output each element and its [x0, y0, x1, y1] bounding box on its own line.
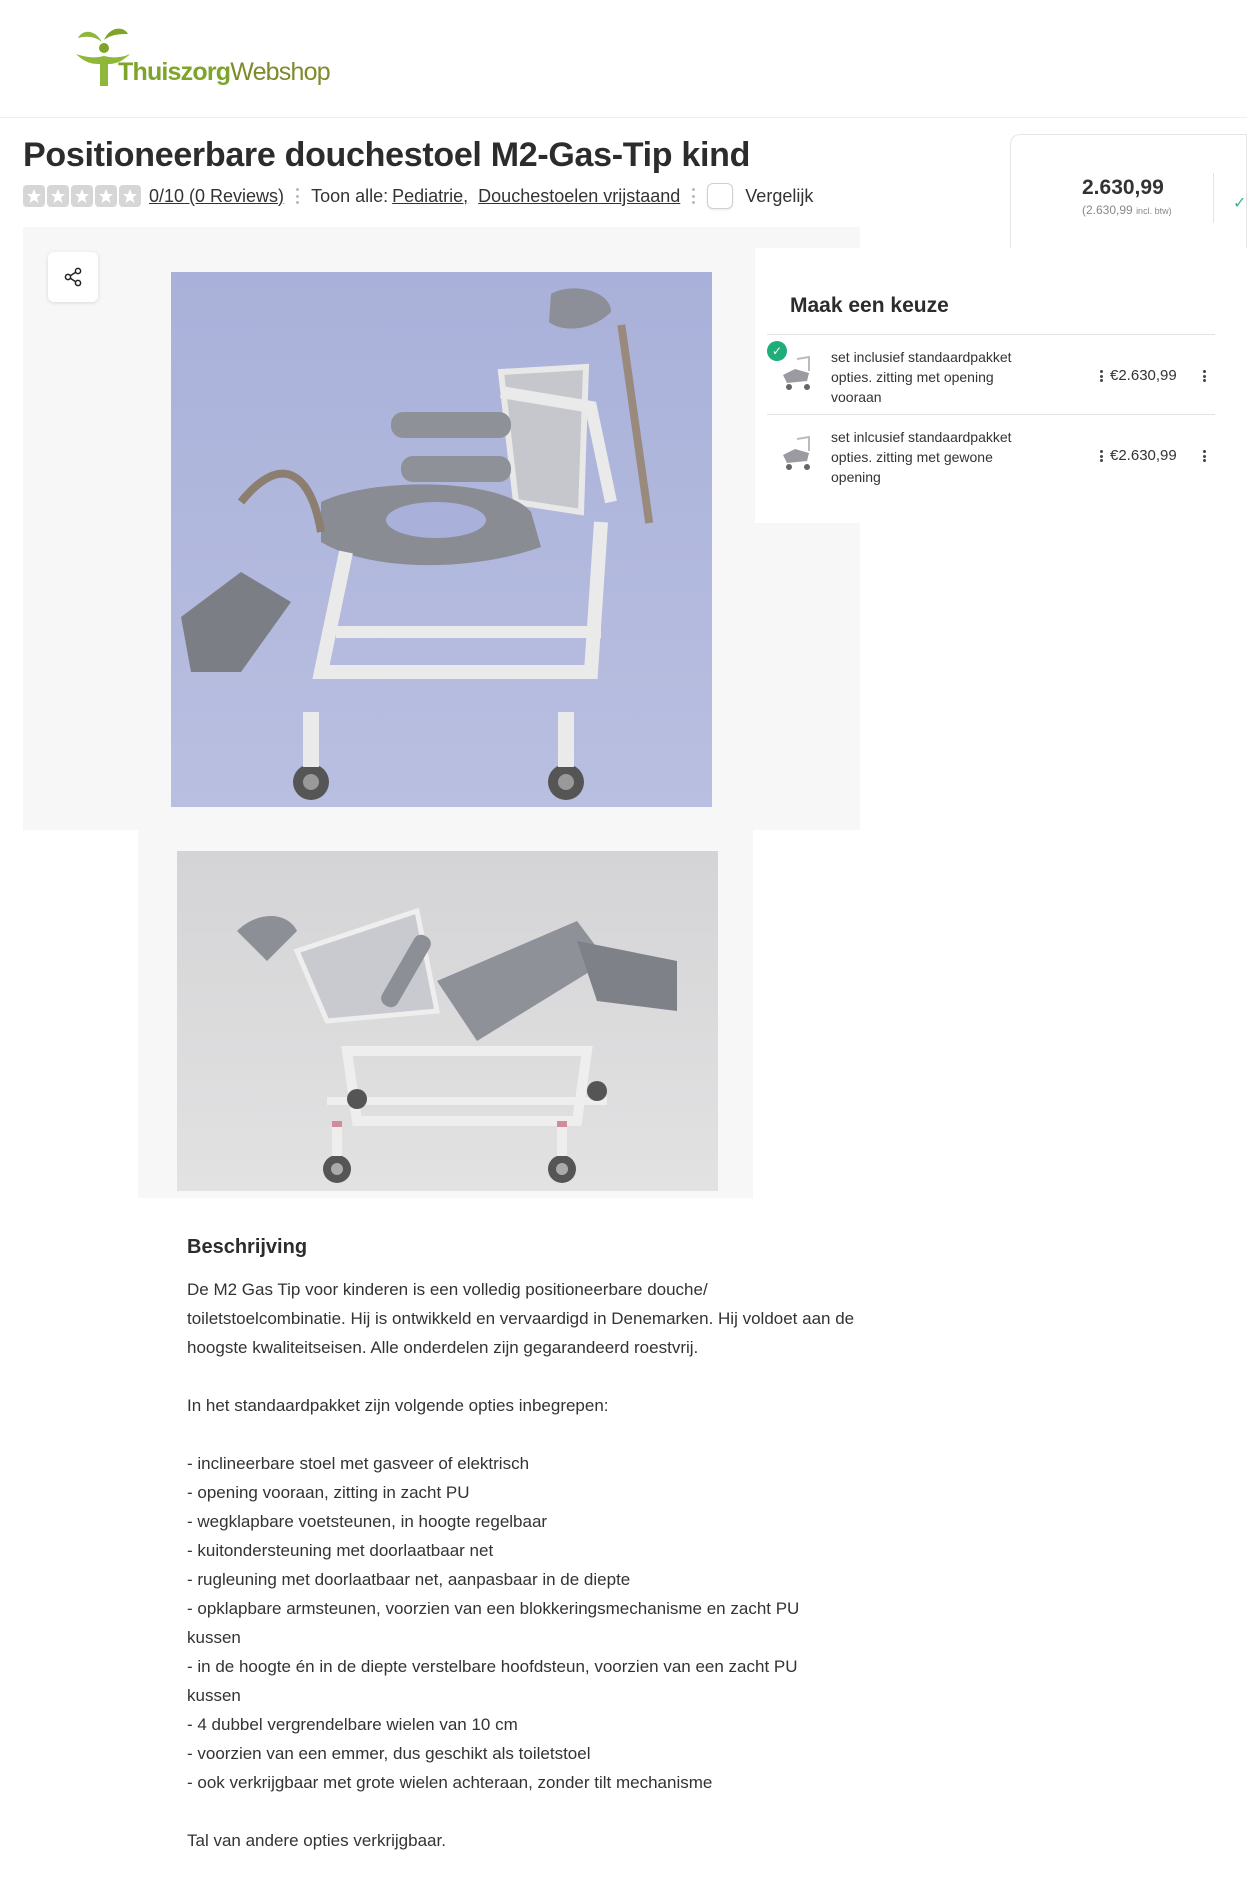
- star-icon: [47, 185, 69, 207]
- vertical-dots-separator: [296, 188, 299, 204]
- description-line: - wegklapbare voetsteunen, in hoogte regelbaar: [187, 1512, 548, 1531]
- site-logo[interactable]: [72, 24, 332, 94]
- description-line: toiletstoelcombinatie. Hij is ontwikkeld en vervaardigd in Denemarken. Hij voldoet aan de: [187, 1309, 855, 1328]
- more-options-icon[interactable]: [1100, 370, 1103, 382]
- star-icon: [95, 185, 117, 207]
- share-button[interactable]: [48, 252, 98, 302]
- star-icon: [23, 185, 45, 207]
- description-body: [187, 1275, 867, 1855]
- variant-thumbnail: [779, 433, 815, 473]
- category-link-pediatrie[interactable]: Pediatrie,: [392, 185, 469, 206]
- description-line: [187, 1362, 867, 1391]
- more-options-icon[interactable]: [1100, 450, 1103, 462]
- selected-check-icon: ✓: [767, 341, 787, 361]
- reclined-chair-image: [177, 851, 718, 1191]
- share-icon: [63, 267, 83, 287]
- logo-wordmark: ThuiszorgWebshop: [118, 58, 330, 86]
- product-image-main[interactable]: [171, 272, 712, 807]
- description-line: kussen: [187, 1628, 241, 1647]
- description-line: - inclineerbare stoel met gasveer of elektrisch: [187, 1454, 530, 1473]
- description-line: - opening vooraan, zitting in zacht PU: [187, 1483, 470, 1502]
- variant-price: €2.630,99: [1110, 367, 1177, 384]
- description-line: [187, 1797, 867, 1826]
- price-incl: (2.630,99 incl. btw): [1082, 203, 1172, 217]
- variant-label: set inlcusief standaardpakket opties. zitting met gewone opening: [831, 429, 1012, 485]
- shower-chair-image: [171, 272, 712, 807]
- compare-label[interactable]: Vergelijk: [745, 185, 814, 206]
- show-all-label: Toon alle:: [311, 185, 389, 206]
- category-link-douchestoelen[interactable]: Douchestoelen vrijstaand: [478, 185, 681, 206]
- variant-chooser: [755, 248, 1247, 523]
- product-meta: [23, 183, 813, 209]
- description-line: - opklapbare armsteunen, voorzien van een blokkeringsmechanisme en zacht PU: [187, 1599, 800, 1618]
- description-line: - ook verkrijgbaar met grote wielen achteraan, zonder tilt mechanisme: [187, 1773, 713, 1792]
- description-line: kussen: [187, 1686, 241, 1705]
- price-excl: 2.630,99: [1082, 176, 1164, 199]
- description-line: - rugleuning met doorlaatbaar net, aanpasbaar in de diepte: [187, 1570, 631, 1589]
- description-line: - kuitondersteuning met doorlaatbaar net: [187, 1541, 494, 1560]
- variant-chooser-title: Maak een keuze: [790, 294, 949, 317]
- price-divider: [1213, 173, 1214, 223]
- product-image-secondary[interactable]: [177, 851, 718, 1191]
- variant-label: set inclusief standaardpakket opties. zitting met opening vooraan: [831, 349, 1012, 405]
- site-header: [0, 0, 1247, 118]
- star-icon: [71, 185, 93, 207]
- variant-option[interactable]: [767, 414, 1215, 494]
- description-line: - in de hoogte én in de diepte verstelbare hoofdsteun, voorzien van een zacht PU: [187, 1657, 798, 1676]
- vertical-dots-separator: [692, 188, 695, 204]
- star-icon: [119, 185, 141, 207]
- description-line: [187, 1420, 867, 1449]
- variant-price: €2.630,99: [1110, 447, 1177, 464]
- variant-option[interactable]: [767, 334, 1215, 414]
- description-line: De M2 Gas Tip voor kinderen is een volledig positioneerbare douche/: [187, 1280, 708, 1299]
- description-line: hoogste kwaliteitseisen. Alle onderdelen zijn gegarandeerd roestvrij.: [187, 1338, 699, 1357]
- check-icon: ✓: [1233, 195, 1247, 212]
- compare-checkbox[interactable]: [707, 183, 733, 209]
- reviews-link[interactable]: 0/10 (0 Reviews): [149, 185, 285, 206]
- product-title: Positioneerbare douchestoel M2-Gas-Tip kind: [23, 136, 751, 174]
- more-options-icon[interactable]: [1203, 450, 1206, 462]
- description-line: Tal van andere opties verkrijgbaar.: [187, 1831, 446, 1850]
- product-description: [187, 1236, 867, 1855]
- rating-stars: [23, 185, 141, 207]
- description-line: In het standaardpakket zijn volgende opties inbegrepen:: [187, 1396, 609, 1415]
- variant-thumbnail: [779, 353, 815, 393]
- more-options-icon[interactable]: [1203, 370, 1206, 382]
- description-line: - voorzien van een emmer, dus geschikt als toiletstoel: [187, 1744, 591, 1763]
- description-line: - 4 dubbel vergrendelbare wielen van 10 cm: [187, 1715, 518, 1734]
- price-card: [1010, 134, 1247, 248]
- description-heading: Beschrijving: [187, 1236, 308, 1258]
